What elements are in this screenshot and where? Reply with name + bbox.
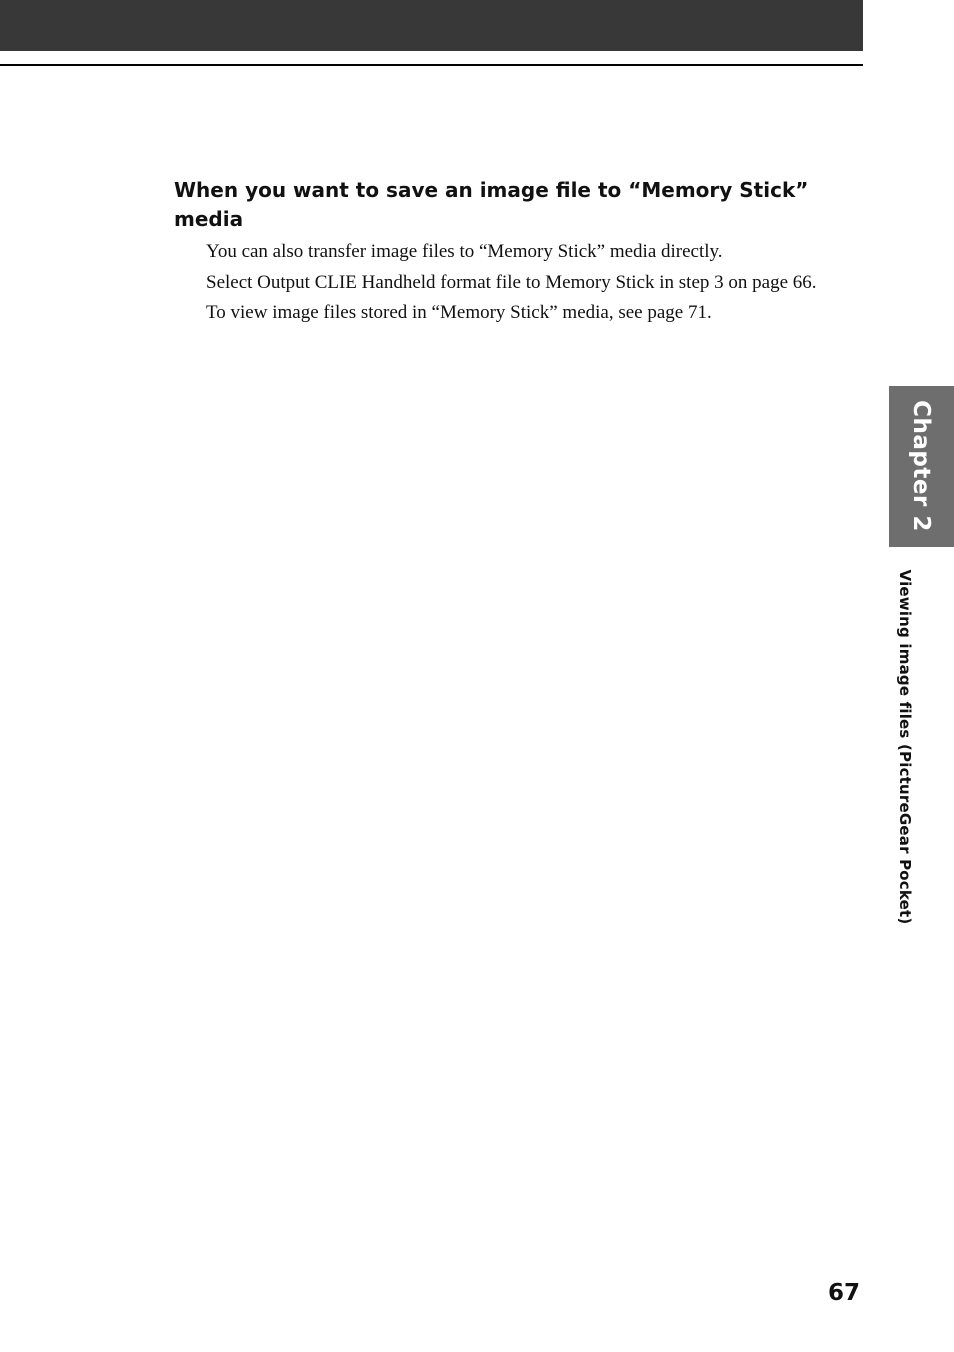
body-paragraph: Select Output CLIE Handheld format file to Memory Stick in step 3 on page 66.: [206, 272, 817, 293]
page-number: 67: [827, 1280, 860, 1306]
body-paragraph: To view image files stored in “Memory Stick” media, see page 71.: [206, 302, 712, 323]
content-section: [174, 176, 854, 326]
chapter-label: Chapter 2: [908, 400, 934, 532]
body-paragraph: You can also transfer image files to “Memory Stick” media directly.: [206, 241, 723, 262]
header-rule: [0, 64, 863, 66]
chapter-tab: [889, 386, 954, 547]
section-heading: When you want to save an image file to “Memory Stick” media: [174, 178, 809, 231]
header-bar: [0, 0, 863, 51]
chapter-caption: Viewing image files (PictureGear Pocket): [896, 569, 914, 925]
